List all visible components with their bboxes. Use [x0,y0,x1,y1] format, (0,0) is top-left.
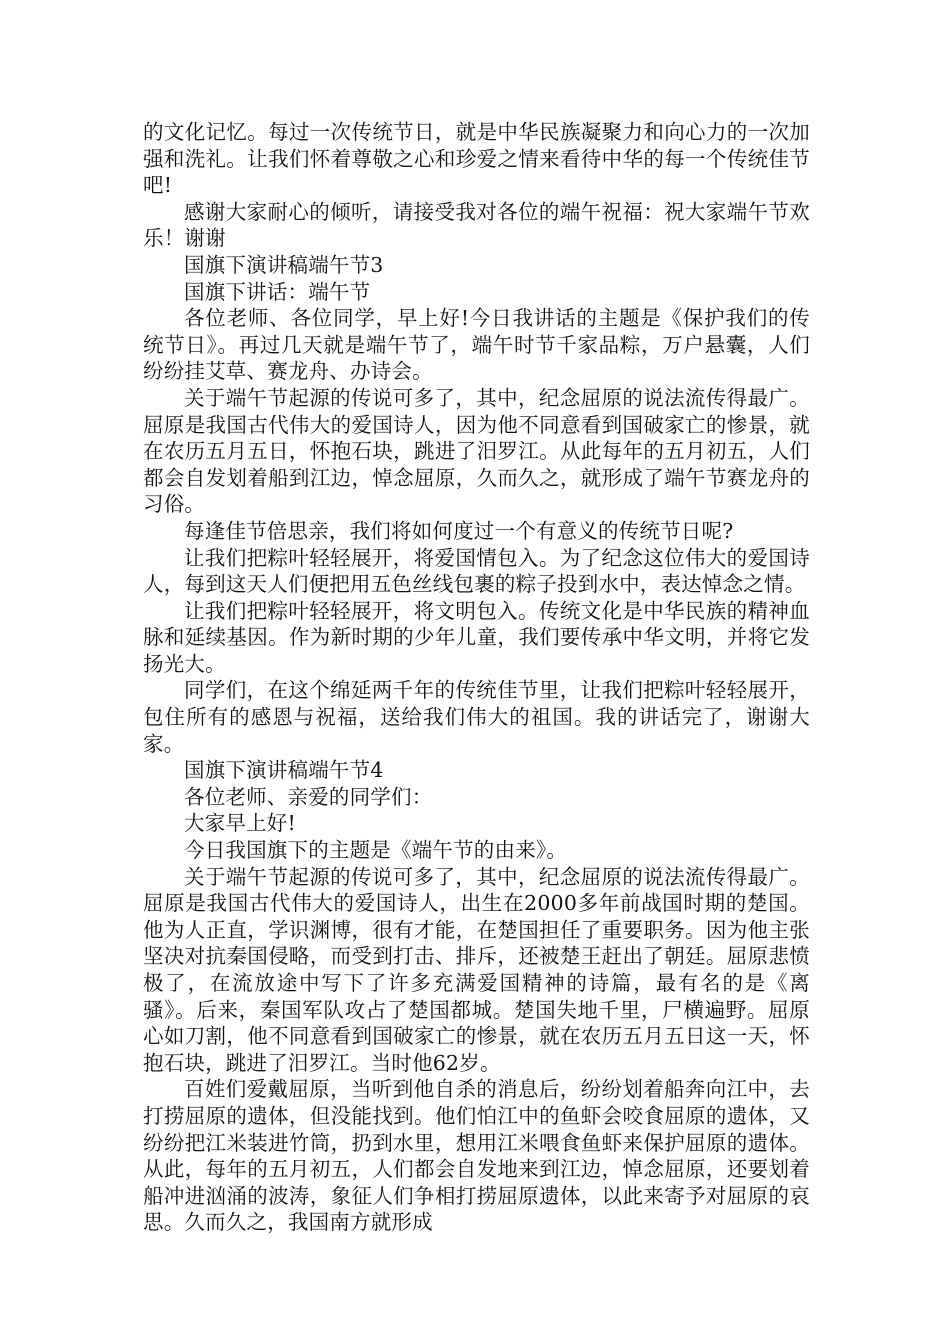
paragraph-origin: 关于端午节起源的传说可多了，其中，纪念屈原的说法流传得最广。屈原是我国古代伟大的爱国诗人，因为他不同意看到国破家亡的惨景，就在农历五月五日，怀抱石块，跳进了汨罗江。从此每年的五月初五，人们都会自发划着船到江边，悼念屈原，久而久之，就形成了端午节赛龙舟的习俗。 [143,385,810,517]
paragraph-good-morning: 大家早上好! [184,811,296,836]
speech-subtitle: 国旗下讲话：端午节 [184,279,371,304]
paragraph-continuation: 的文化记忆。每过一次传统节日，就是中华民族凝聚力和向心力的一次加强和洗礼。让我们怀着尊敬之心和珍爱之情来看待中华的每一个传统佳节吧! [143,120,810,198]
section-heading-3: 国旗下演讲稿端午节3 [184,252,384,277]
paragraph-salutation: 各位老师、亲爱的同学们： [184,784,433,809]
paragraph-qu-yuan-history: 关于端午节起源的传说可多了，其中，纪念屈原的说法流传得最广。屈原是我国古代伟大的爱国诗人，出生在2000多年前战国时期的楚国。他为人正直，学识渊博，很有才能，在楚国担任了重要职务。因为他主张坚决对抗秦国侵略，而受到打击、排斥，还被楚王赶出了朝廷。屈原悲愤极了，在流放途中写下了许多充满爱国精神的诗篇，最有名的是《离骚》。后来，秦国军队攻占了楚国都城。楚国失地千里，尸横遍野。屈原心如刀割，他不同意看到国破家亡的惨景，就在农历五月五日这一天，怀抱石块，跳进了汨罗江。当时他62岁。 [143,864,810,1075]
paragraph-patriotism: 让我们把粽叶轻轻展开，将爱国情包入。为了纪念这位伟大的爱国诗人，每到这天人们便把用五色丝线包裹的粽子投到水中，表达悼念之情。 [143,545,810,597]
paragraph-civilization: 让我们把粽叶轻轻展开，将文明包入。传统文化是中华民族的精神血脉和延续基因。作为新时期的少年儿童，我们要传承中华文明，并将它发扬光大。 [143,598,810,676]
paragraph-people-mourning: 百姓们爱戴屈原，当听到他自杀的消息后，纷纷划着船奔向江中，去打捞屈原的遗体，但没能找到。他们怕江中的鱼虾会咬食屈原的遗体，又纷纷把江米装进竹筒，扔到水里，想用江米喂食鱼虾来保护屈原的遗体。从此，每年的五月初五，人们都会自发地来到江边，悼念屈原，还要划着船冲进汹涌的波涛，象征人们争相打捞屈原遗体，以此来寄予对屈原的哀思。久而久之，我国南方就形成 [143,1077,810,1235]
paragraph-question: 每逢佳节倍思亲，我们将如何度过一个有意义的传统节日呢? [184,518,734,543]
document-page [143,119,810,1236]
paragraph-closing: 同学们，在这个绵延两千年的传统佳节里，让我们把粽叶轻轻展开，包住所有的感恩与祝福，送给我们伟大的祖国。我的讲话完了，谢谢大家。 [143,678,810,756]
paragraph-topic: 今日我国旗下的主题是《端午节的由来》。 [184,838,568,863]
section-heading-4: 国旗下演讲稿端午节4 [184,758,384,783]
paragraph-greeting: 各位老师、各位同学，早上好!今日我讲话的主题是《保护我们的传统节日》。再过几天就是端午节了，端午时节千家品粽，万户悬囊，人们纷纷挂艾草、赛龙舟、办诗会。 [143,306,810,384]
paragraph-thanks: 感谢大家耐心的倾听，请接受我对各位的端午祝福：祝大家端午节欢乐！谢谢 [143,199,810,251]
